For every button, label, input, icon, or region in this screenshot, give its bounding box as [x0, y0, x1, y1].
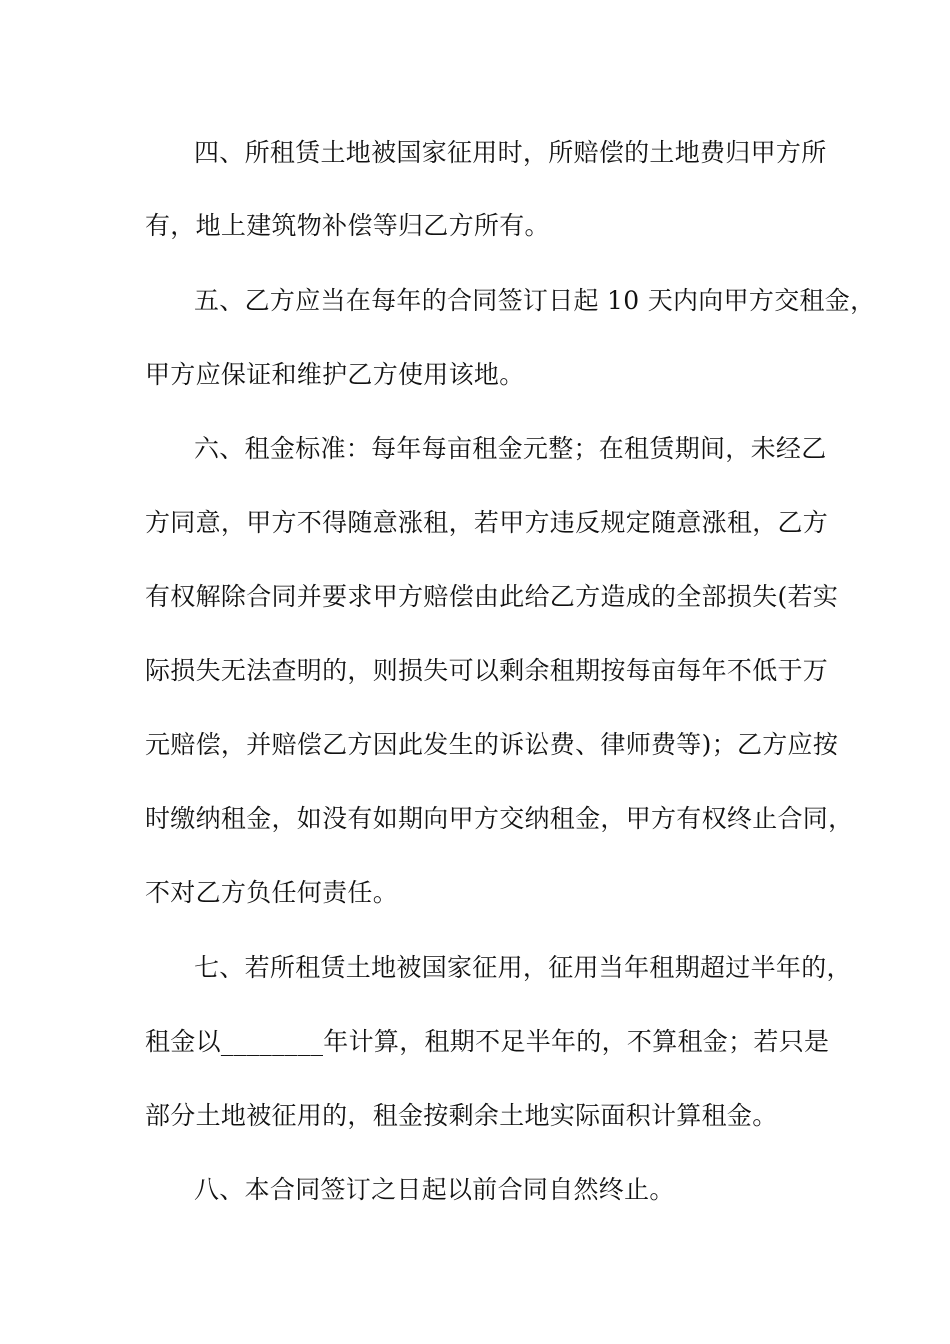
clause-7-line-3: 部分土地被征用的，租金按剩余土地实际面积计算租金。 — [145, 1101, 778, 1130]
clause-7-line-2: 租金以________年计算，租期不足半年的，不算租金；若只是 — [145, 1027, 830, 1056]
clause-4-line-1: 四、所租赁土地被国家征用时，所赔偿的土地费归甲方所 — [194, 138, 827, 167]
clause-5-line-2: 甲方应保证和维护乙方使用该地。 — [145, 360, 525, 389]
clause-6-line-5: 元赔偿，并赔偿乙方因此发生的诉讼费、律师费等)；乙方应按 — [145, 730, 839, 759]
clause-4-line-2: 有，地上建筑物补偿等归乙方所有。 — [145, 211, 550, 240]
clause-6-line-4: 际损失无法查明的，则损失可以剩余租期按每亩每年不低于万 — [145, 656, 829, 685]
clause-7-line-1: 七、若所租赁土地被国家征用，征用当年租期超过半年的， — [194, 953, 852, 982]
clause-6-line-1: 六、租金标准：每年每亩租金元整；在租赁期间，未经乙 — [194, 434, 827, 463]
clause-6-line-3: 有权解除合同并要求甲方赔偿由此给乙方造成的全部损失(若实 — [145, 582, 839, 611]
clause-6-line-7: 不对乙方负任何责任。 — [145, 878, 399, 907]
clause-8-line-1: 八、本合同签订之日起以前合同自然终止。 — [194, 1175, 675, 1204]
clause-5-line-1: 五、乙方应当在每年的合同签订日起 10 天内向甲方交租金， — [194, 286, 876, 315]
clause-6-line-2: 方同意，甲方不得随意涨租，若甲方违反规定随意涨租，乙方 — [145, 508, 829, 537]
clause-6-line-6: 时缴纳租金，如没有如期向甲方交纳租金，甲方有权终止合同， — [145, 804, 854, 833]
